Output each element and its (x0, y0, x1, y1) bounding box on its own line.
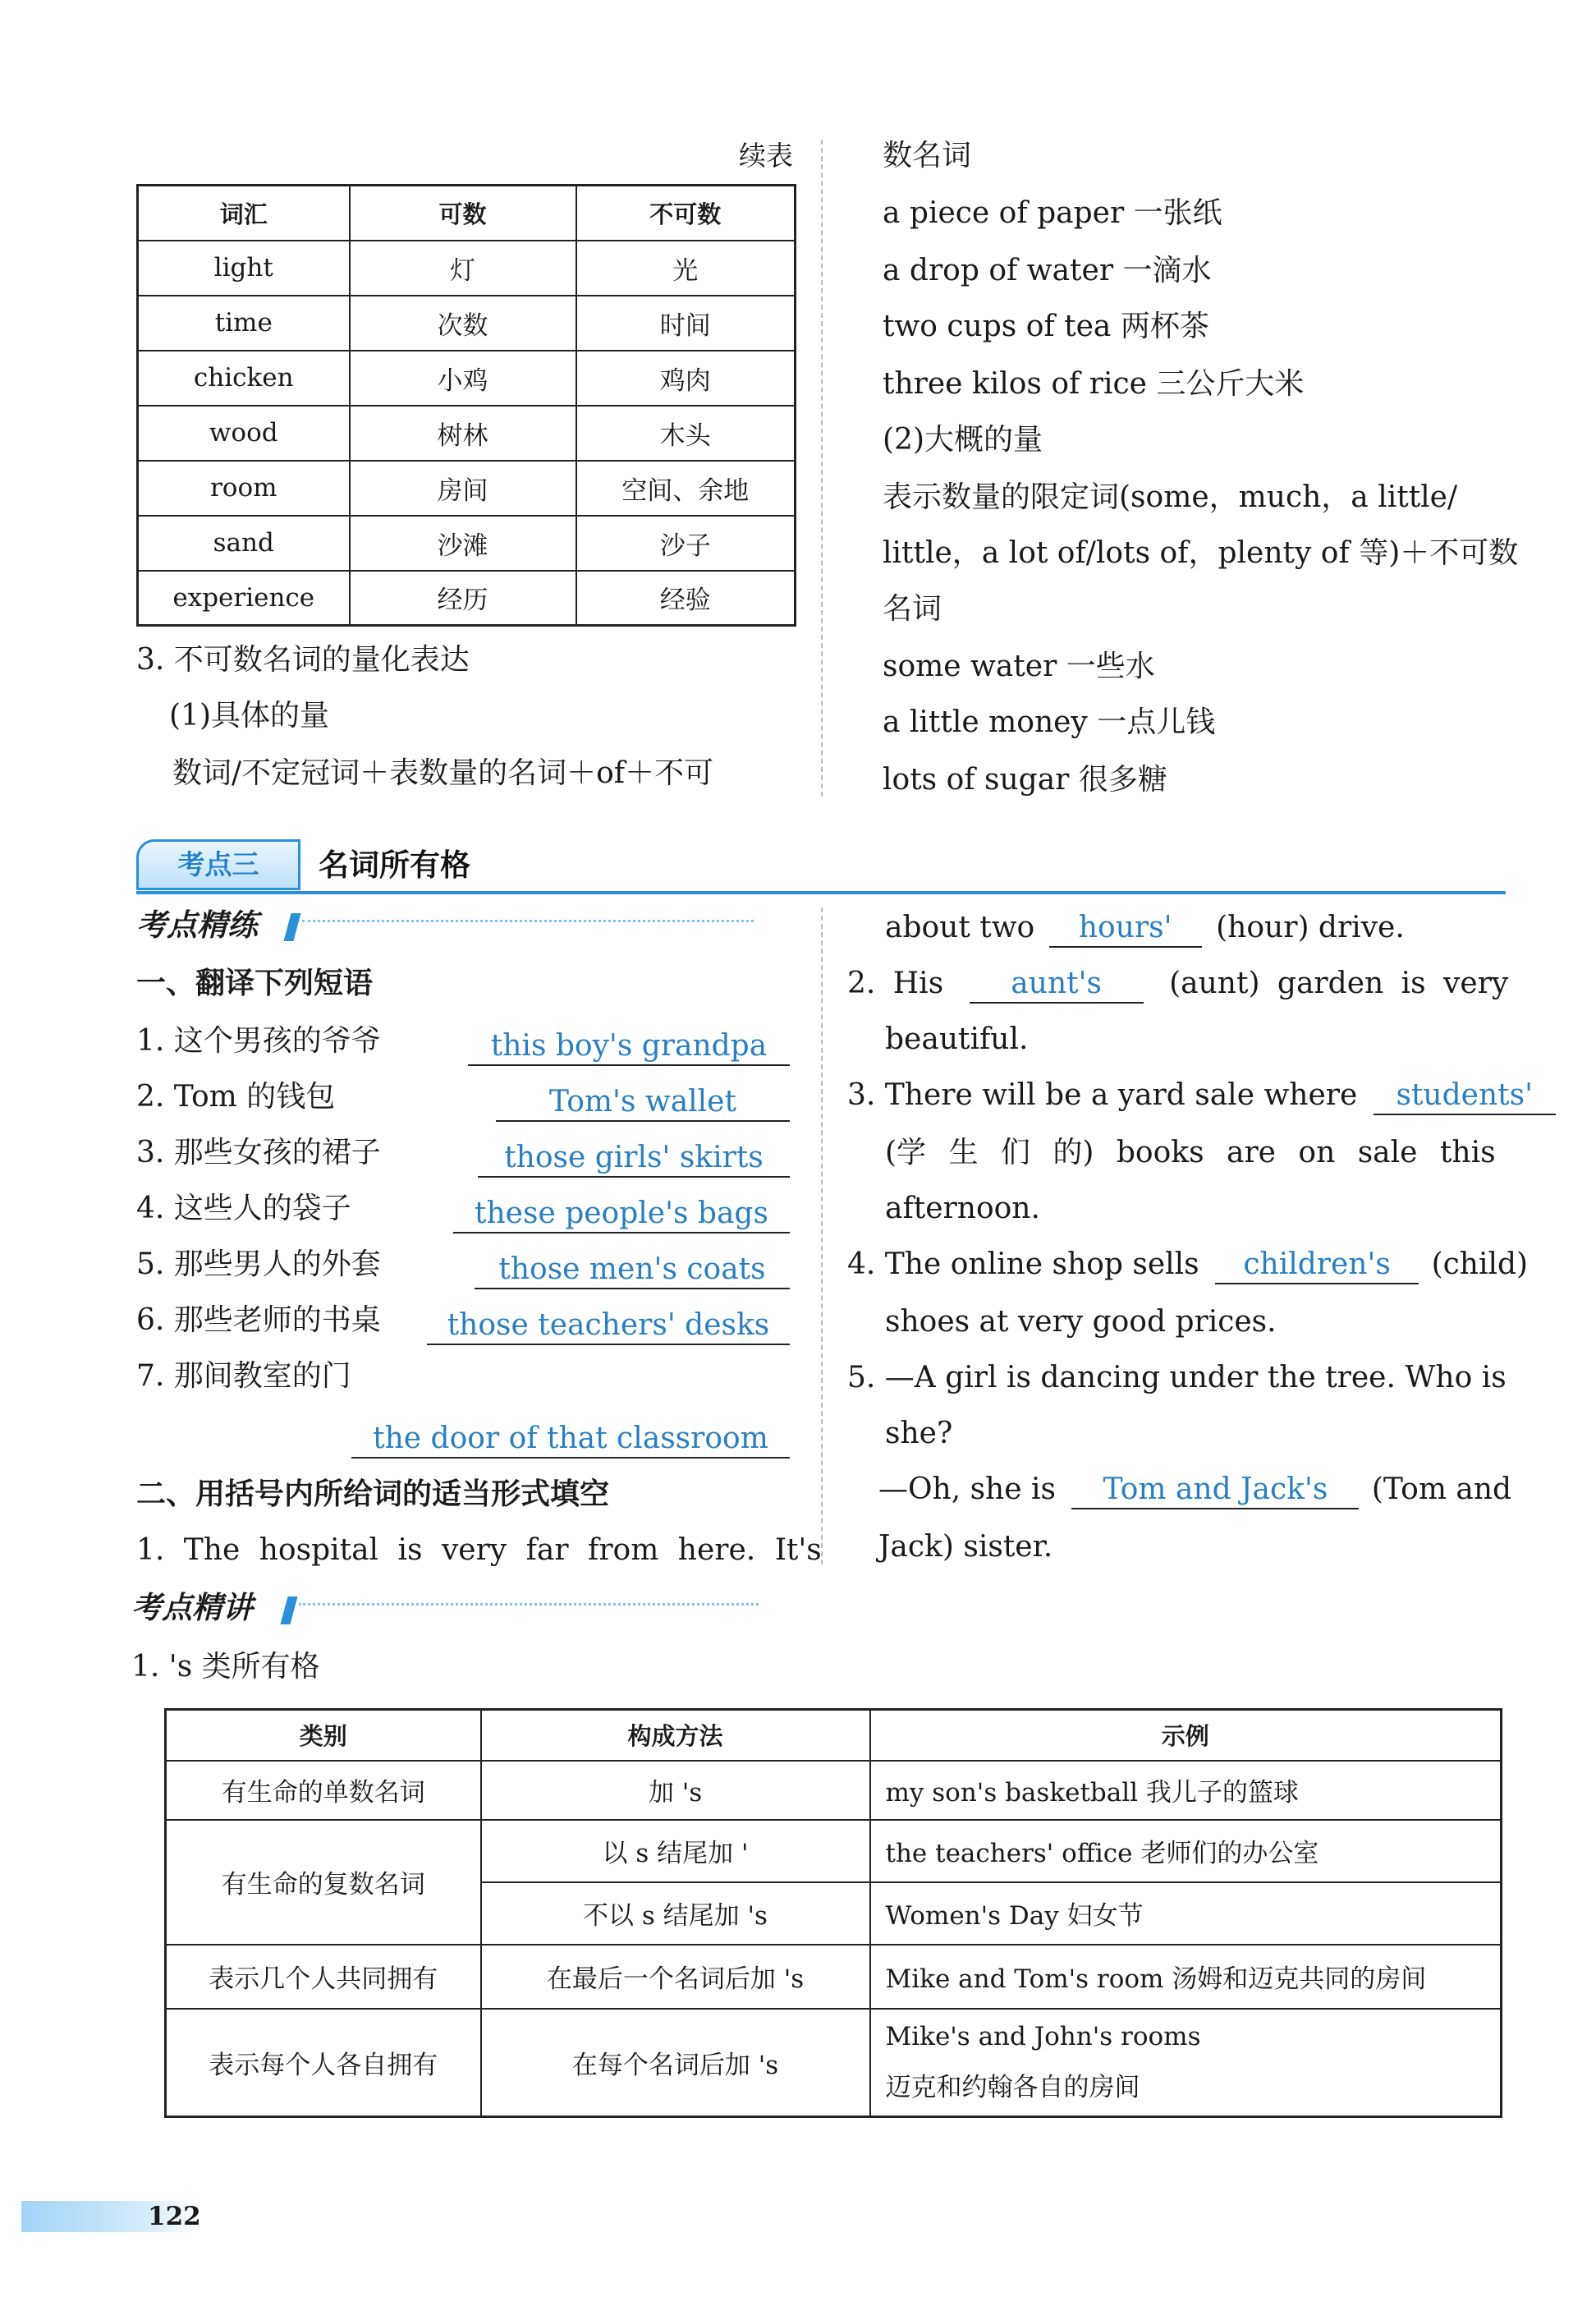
part1-a3: those girls' skirts (478, 1140, 790, 1178)
cell: 小鸡 (350, 351, 576, 406)
part2-q3-c: afternoon. (885, 1192, 1040, 1225)
q1-post: (hour) drive. (1216, 911, 1405, 944)
lecture-heading: 考点精讲 (131, 1590, 253, 1625)
table-row (166, 1761, 1502, 1820)
q4-post: (child) (1431, 1247, 1529, 1281)
part1-a4: these people's bags (453, 1196, 790, 1233)
rule-line-a: 表示数量的限定词(some，much，a little/ (883, 480, 1458, 514)
part1-q5: 5. 那些男人的外套 (136, 1247, 381, 1281)
part2-q2-b: beautiful. (885, 1022, 1029, 1056)
part2-q5-d: Jack) sister. (878, 1530, 1053, 1564)
table-row (138, 351, 796, 406)
q2-post: (aunt) garden is very (1169, 967, 1509, 1000)
part2-q5-c (878, 1470, 1511, 1509)
cell: the teachers' office 老师们的办公室 (870, 1820, 1502, 1882)
header-uncountable: 不可数 (576, 186, 796, 241)
item3-text: 3. 不可数名词的量化表达 (136, 643, 470, 677)
header-word: 词汇 (138, 186, 350, 241)
table-header-row (138, 186, 796, 241)
cell: time (138, 296, 350, 351)
cell: 次数 (350, 296, 576, 351)
cell: room (138, 461, 350, 516)
example-1: a piece of paper 一张纸 (883, 196, 1222, 230)
cell: 沙子 (576, 516, 796, 571)
cell: 经验 (576, 571, 796, 626)
part2-q3-b: (学 生 们 的) books are on sale this (885, 1136, 1496, 1169)
part2-q4 (847, 1245, 1528, 1284)
practice-heading-mark (283, 913, 300, 941)
rule-line-b: little，a lot of/lots of，plenty of 等)＋不可数 (883, 536, 1519, 570)
header-category: 类别 (166, 1710, 481, 1761)
part1-q1: 1. 这个男孩的爷爷 (136, 1024, 381, 1058)
part1-a4-line (453, 1194, 790, 1233)
table-row (138, 296, 796, 351)
example-line-2: 迈克和约翰各自的房间 (885, 2073, 1140, 2103)
page-number: 122 (148, 2202, 201, 2231)
cell: 鸡肉 (576, 351, 796, 406)
example-2: a drop of water 一滴水 (883, 254, 1212, 287)
table-row (138, 461, 796, 516)
cell: 灯 (350, 241, 576, 296)
section-tab: 考点三 (136, 839, 300, 890)
q4-answer: children's (1215, 1247, 1419, 1284)
right-line-1: 数名词 (883, 139, 972, 172)
part1-a1-line (468, 1027, 790, 1066)
cell: my son's basketball 我儿子的篮球 (870, 1761, 1502, 1820)
rule-line-c: 名词 (883, 592, 942, 626)
part1-q2: 2. Tom 的钱包 (136, 1080, 336, 1114)
lecture-heading-mark (280, 1596, 297, 1624)
part1-a5-line (475, 1250, 790, 1289)
continued-label: 续表 (739, 140, 793, 172)
part1-a2: Tom's wallet (496, 1084, 790, 1122)
header-method: 构成方法 (481, 1710, 870, 1761)
part1-q6: 6. 那些老师的书桌 (136, 1303, 381, 1337)
item3-2-text: (2)大概的量 (883, 423, 1043, 457)
cell: 木头 (576, 406, 796, 461)
q3-answer: students' (1374, 1077, 1556, 1115)
table-row (138, 406, 796, 461)
table-header-row (166, 1710, 1502, 1761)
cell: 有生命的复数名词 (166, 1820, 481, 1945)
table-row (138, 571, 796, 626)
cell: 表示每个人各自拥有 (166, 2009, 481, 2117)
table-row (166, 2009, 1502, 2117)
table-row (138, 241, 796, 296)
cell: 加 's (481, 1761, 870, 1820)
table-row (138, 516, 796, 571)
example-7: lots of sugar 很多糖 (883, 763, 1167, 797)
q2-answer: aunt's (970, 966, 1144, 1004)
part2-q5-b: she? (885, 1417, 953, 1450)
part1-a6-line (427, 1306, 790, 1345)
cell: experience (138, 571, 350, 626)
practice-heading: 考点精练 (136, 907, 258, 943)
part1-a3-line (478, 1138, 790, 1178)
example-6: a little money 一点儿钱 (883, 705, 1216, 739)
cell: 光 (576, 241, 796, 296)
cell: 在每个名词后加 's (481, 2009, 870, 2117)
cell: 时间 (576, 296, 796, 351)
cell: 房间 (350, 461, 576, 516)
item3-1-text: (1)具体的量 (169, 699, 329, 733)
cell-two-line (870, 2009, 1502, 2117)
q1-pre: about two (885, 911, 1035, 944)
lecture-item1: 1. 's 类所有格 (131, 1650, 320, 1684)
countable-uncountable-table (136, 184, 796, 627)
part2-q2 (847, 964, 1508, 1004)
cell: light (138, 241, 350, 296)
part2-q1-a: 1. The hospital is very far from here. It's (136, 1533, 822, 1567)
cell: 表示几个人共同拥有 (166, 1945, 481, 2009)
part1-a5: those men's coats (475, 1252, 790, 1289)
q4-pre: 4. The online shop sells (847, 1247, 1199, 1281)
part1-a2-line (496, 1082, 790, 1122)
section-title: 名词所有格 (319, 848, 470, 883)
example-3: two cups of tea 两杯茶 (883, 310, 1209, 343)
part1-a7: the door of that classroom (351, 1421, 790, 1459)
column-divider-top (821, 140, 823, 797)
practice-heading-dots (302, 920, 754, 922)
q5-answer: Tom and Jack's (1071, 1472, 1359, 1509)
cell: 空间、余地 (576, 461, 796, 516)
q1-answer: hours' (1049, 910, 1202, 948)
example-5: some water 一些水 (883, 650, 1155, 683)
cell: 树林 (350, 406, 576, 461)
possessive-rules-table (164, 1708, 1502, 2118)
cell: 有生命的单数名词 (166, 1761, 481, 1820)
part1-q4: 4. 这些人的袋子 (136, 1192, 351, 1225)
cell: chicken (138, 351, 350, 406)
part2-q3 (847, 1076, 1556, 1115)
cell: sand (138, 516, 350, 571)
cell: 以 s 结尾加 ' (481, 1820, 870, 1882)
header-example: 示例 (870, 1710, 1502, 1761)
cell: 不以 s 结尾加 's (481, 1882, 870, 1945)
table-row (166, 1945, 1502, 2009)
part2-heading: 二、用括号内所给词的适当形式填空 (136, 1477, 610, 1511)
cell: wood (138, 406, 350, 461)
part2-q1-b (885, 908, 1405, 948)
cell: Mike and Tom's room 汤姆和迈克共同的房间 (870, 1945, 1502, 2009)
part1-a6: those teachers' desks (427, 1307, 790, 1345)
part1-q3: 3. 那些女孩的裙子 (136, 1136, 381, 1169)
lecture-heading-dots (299, 1603, 759, 1606)
column-divider-bottom (821, 907, 823, 1564)
q5-pre: —Oh, she is (878, 1472, 1056, 1506)
part2-q5-a: 5. —A girl is dancing under the tree. Who is (847, 1361, 1507, 1394)
cell: Women's Day 妇女节 (870, 1882, 1502, 1945)
header-countable: 可数 (350, 186, 576, 241)
example-line-1: Mike's and John's rooms (885, 2022, 1201, 2052)
part1-a7-line (351, 1419, 790, 1459)
part1-q7: 7. 那间教室的门 (136, 1359, 351, 1393)
q2-pre: 2. His (847, 967, 944, 1000)
part1-heading: 一、翻译下列短语 (136, 967, 374, 1000)
cell: 经历 (350, 571, 576, 626)
q3-pre: 3. There will be a yard sale where (847, 1078, 1358, 1112)
part2-q4-b: shoes at very good prices. (885, 1305, 1277, 1339)
section-rule (136, 891, 1506, 894)
cell: 沙滩 (350, 516, 576, 571)
table-row (166, 1820, 1502, 1882)
example-4: three kilos of rice 三公斤大米 (883, 367, 1305, 401)
cell: 在最后一个名词后加 's (481, 1945, 870, 2009)
part1-a1: this boy's grandpa (468, 1028, 790, 1066)
item3-1-rule: 数词/不定冠词＋表数量的名词＋of＋不可 (172, 756, 714, 790)
q5-post: (Tom and (1371, 1472, 1512, 1506)
